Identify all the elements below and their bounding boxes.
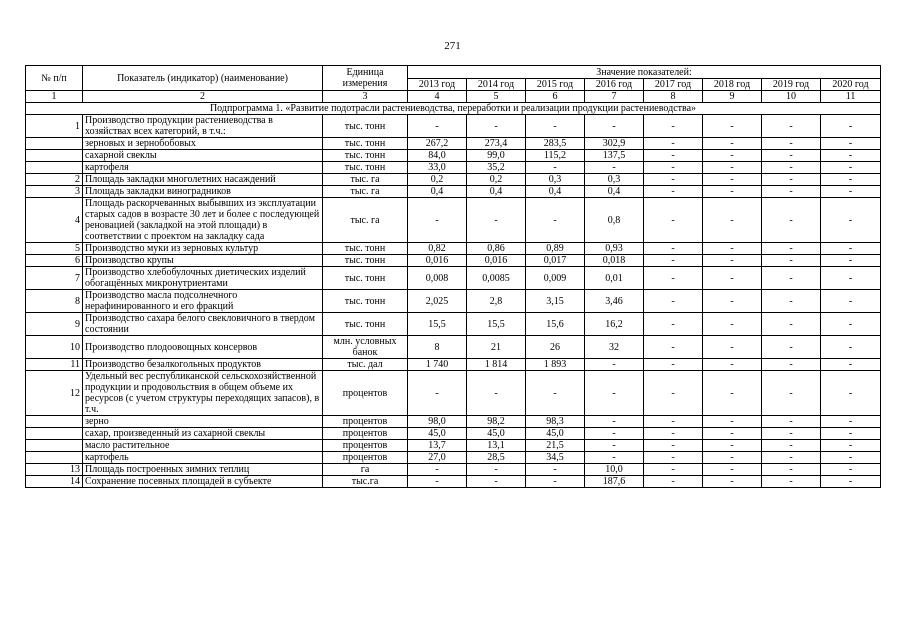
value-cell: 0,4	[526, 186, 585, 198]
value-cell: -	[408, 476, 467, 488]
table-row	[26, 440, 881, 452]
indicator-name: зерновых и зернобобовых	[83, 138, 323, 150]
value-cell: -	[821, 243, 881, 255]
value-cell: -	[644, 150, 703, 162]
table-row	[26, 267, 881, 290]
value-cell: -	[762, 186, 821, 198]
value-cell: -	[821, 336, 881, 359]
value-cell: 267,2	[408, 138, 467, 150]
value-cell: 2,025	[408, 290, 467, 313]
value-cell: -	[703, 267, 762, 290]
value-cell: -	[762, 452, 821, 464]
indicator-name: Производство безалкогольных продуктов	[83, 359, 323, 371]
value-cell: -	[644, 115, 703, 138]
value-cell: 10,0	[585, 464, 644, 476]
value-cell: -	[585, 359, 644, 371]
value-cell: -	[762, 359, 821, 371]
value-cell: -	[821, 452, 881, 464]
column-number: 1	[26, 91, 83, 103]
header-indicator: Показатель (индикатор) (наименование)	[83, 66, 323, 91]
row-number: 7	[26, 267, 83, 290]
header-year: 2019 год	[762, 79, 821, 91]
value-cell: 283,5	[526, 138, 585, 150]
value-cell: -	[585, 428, 644, 440]
header-column-numbers-row	[26, 91, 881, 103]
value-cell: -	[762, 255, 821, 267]
row-number: 12	[26, 371, 83, 416]
value-cell: 33,0	[408, 162, 467, 174]
value-cell: -	[821, 359, 881, 371]
unit-cell: процентов	[323, 428, 408, 440]
value-cell: 99,0	[467, 150, 526, 162]
indicator-name: Производство плодоовощных консервов	[83, 336, 323, 359]
row-number	[26, 416, 83, 428]
unit-cell: тыс. тонн	[323, 290, 408, 313]
value-cell: -	[762, 476, 821, 488]
value-cell: -	[762, 138, 821, 150]
row-number: 1	[26, 115, 83, 138]
value-cell: -	[821, 115, 881, 138]
value-cell: -	[821, 255, 881, 267]
value-cell: 98,3	[526, 416, 585, 428]
value-cell: 13,1	[467, 440, 526, 452]
indicator-name: Сохранение посевных площадей в субъекте	[83, 476, 323, 488]
table-row	[26, 428, 881, 440]
column-number: 8	[644, 91, 703, 103]
value-cell: -	[408, 464, 467, 476]
column-number: 10	[762, 91, 821, 103]
value-cell: -	[703, 115, 762, 138]
value-cell: -	[703, 138, 762, 150]
row-number: 5	[26, 243, 83, 255]
table-row	[26, 243, 881, 255]
value-cell: -	[762, 115, 821, 138]
value-cell: -	[703, 464, 762, 476]
unit-cell: тыс. тонн	[323, 255, 408, 267]
row-number	[26, 162, 83, 174]
value-cell: -	[821, 138, 881, 150]
value-cell: -	[762, 162, 821, 174]
unit-cell: тыс. тонн	[323, 138, 408, 150]
indicator-name: зерно	[83, 416, 323, 428]
value-cell: -	[762, 440, 821, 452]
value-cell: -	[821, 174, 881, 186]
value-cell: 45,0	[408, 428, 467, 440]
value-cell: 45,0	[526, 428, 585, 440]
value-cell: 0,4	[585, 186, 644, 198]
column-number: 4	[408, 91, 467, 103]
unit-cell: процентов	[323, 371, 408, 416]
value-cell: 98,2	[467, 416, 526, 428]
value-cell: -	[703, 371, 762, 416]
value-cell: 0,017	[526, 255, 585, 267]
value-cell: -	[644, 174, 703, 186]
indicator-name: Площадь построенных зимних теплиц	[83, 464, 323, 476]
value-cell: -	[762, 267, 821, 290]
value-cell: -	[821, 267, 881, 290]
value-cell: -	[585, 416, 644, 428]
unit-cell: тыс.га	[323, 476, 408, 488]
value-cell: -	[821, 476, 881, 488]
value-cell: -	[821, 416, 881, 428]
value-cell: 32	[585, 336, 644, 359]
unit-cell: процентов	[323, 416, 408, 428]
value-cell: -	[703, 476, 762, 488]
value-cell: 13,7	[408, 440, 467, 452]
value-cell: -	[821, 186, 881, 198]
column-number: 9	[703, 91, 762, 103]
unit-cell: млн. условных банок	[323, 336, 408, 359]
row-number: 6	[26, 255, 83, 267]
table-row	[26, 336, 881, 359]
unit-cell: процентов	[323, 440, 408, 452]
header-year: 2016 год	[585, 79, 644, 91]
value-cell: 3,15	[526, 290, 585, 313]
indicator-name: сахар, произведенный из сахарной свеклы	[83, 428, 323, 440]
value-cell: -	[526, 115, 585, 138]
table-row	[26, 162, 881, 174]
header-year: 2018 год	[703, 79, 762, 91]
value-cell: -	[762, 464, 821, 476]
value-cell: -	[526, 476, 585, 488]
indicator-name: Производство продукции растениеводства в хозяйствах всех категорий, в т.ч.:	[83, 115, 323, 138]
value-cell: 1 893	[526, 359, 585, 371]
header-year: 2017 год	[644, 79, 703, 91]
value-cell: 273,4	[467, 138, 526, 150]
value-cell: -	[821, 198, 881, 243]
value-cell: -	[644, 359, 703, 371]
table-row	[26, 371, 881, 416]
value-cell: 0,3	[585, 174, 644, 186]
value-cell: -	[644, 267, 703, 290]
table-row	[26, 186, 881, 198]
value-cell: 0,01	[585, 267, 644, 290]
unit-cell: тыс. тонн	[323, 267, 408, 290]
row-number	[26, 428, 83, 440]
unit-cell: тыс. тонн	[323, 115, 408, 138]
value-cell: -	[408, 115, 467, 138]
value-cell: -	[762, 371, 821, 416]
value-cell: 84,0	[408, 150, 467, 162]
value-cell: -	[703, 243, 762, 255]
value-cell: 0,0085	[467, 267, 526, 290]
header-year: 2014 год	[467, 79, 526, 91]
value-cell: -	[644, 452, 703, 464]
indicator-name: Площадь закладки многолетних насаждений	[83, 174, 323, 186]
indicator-name: Производство хлебобулочных диетических изделий обогащённых микронутриентами	[83, 267, 323, 290]
indicator-name: картофеля	[83, 162, 323, 174]
value-cell: -	[821, 440, 881, 452]
table-row	[26, 115, 881, 138]
value-cell: -	[644, 371, 703, 416]
value-cell: -	[467, 371, 526, 416]
column-number: 2	[83, 91, 323, 103]
value-cell: -	[703, 150, 762, 162]
row-number: 8	[26, 290, 83, 313]
table-row	[26, 416, 881, 428]
row-number	[26, 150, 83, 162]
value-cell: 27,0	[408, 452, 467, 464]
row-number	[26, 138, 83, 150]
header-year: 2015 год	[526, 79, 585, 91]
indicator-name: масло растительное	[83, 440, 323, 452]
table-row	[26, 150, 881, 162]
value-cell: -	[644, 440, 703, 452]
value-cell: 0,93	[585, 243, 644, 255]
row-number	[26, 440, 83, 452]
value-cell: 1 814	[467, 359, 526, 371]
value-cell: -	[644, 243, 703, 255]
value-cell: -	[703, 440, 762, 452]
value-cell: -	[762, 416, 821, 428]
value-cell: 21,5	[526, 440, 585, 452]
value-cell: -	[703, 428, 762, 440]
value-cell: -	[762, 198, 821, 243]
value-cell: -	[703, 186, 762, 198]
value-cell: -	[821, 371, 881, 416]
table-row	[26, 359, 881, 371]
indicators-table	[25, 65, 881, 488]
indicator-name: Производство масла подсолнечного нерафинированного и его фракций	[83, 290, 323, 313]
subprogram-title: Подпрограмма 1. «Развитие подотрасли растениеводства, переработки и реализации продукции растениеводства»	[26, 103, 881, 115]
value-cell: -	[762, 313, 821, 336]
table-row	[26, 464, 881, 476]
table-row	[26, 313, 881, 336]
unit-cell: тыс. тонн	[323, 243, 408, 255]
indicator-name: Площадь закладки виноградников	[83, 186, 323, 198]
value-cell: -	[703, 452, 762, 464]
value-cell: -	[821, 150, 881, 162]
value-cell: -	[644, 162, 703, 174]
value-cell: 45,0	[467, 428, 526, 440]
value-cell: -	[762, 243, 821, 255]
value-cell: 2,8	[467, 290, 526, 313]
value-cell: -	[703, 255, 762, 267]
value-cell: 15,5	[408, 313, 467, 336]
value-cell: -	[644, 416, 703, 428]
value-cell: -	[585, 115, 644, 138]
indicator-name: Производство муки из зерновых культур	[83, 243, 323, 255]
value-cell: -	[467, 198, 526, 243]
value-cell: 187,6	[585, 476, 644, 488]
value-cell: -	[703, 359, 762, 371]
value-cell: -	[644, 464, 703, 476]
value-cell: -	[644, 138, 703, 150]
value-cell: -	[526, 162, 585, 174]
value-cell: 0,018	[585, 255, 644, 267]
indicator-name: сахарной свеклы	[83, 150, 323, 162]
value-cell: 21	[467, 336, 526, 359]
row-number: 2	[26, 174, 83, 186]
value-cell: 0,82	[408, 243, 467, 255]
value-cell: 0,016	[408, 255, 467, 267]
value-cell: -	[467, 115, 526, 138]
value-cell: -	[585, 371, 644, 416]
value-cell: -	[762, 336, 821, 359]
indicator-name: картофель	[83, 452, 323, 464]
table-row	[26, 255, 881, 267]
unit-cell: тыс. га	[323, 186, 408, 198]
value-cell: -	[644, 290, 703, 313]
column-number: 11	[821, 91, 881, 103]
value-cell: -	[526, 371, 585, 416]
value-cell: 34,5	[526, 452, 585, 464]
column-number: 7	[585, 91, 644, 103]
column-number: 3	[323, 91, 408, 103]
unit-cell: тыс. тонн	[323, 313, 408, 336]
value-cell: -	[703, 336, 762, 359]
row-number: 10	[26, 336, 83, 359]
value-cell: 8	[408, 336, 467, 359]
value-cell: 98,0	[408, 416, 467, 428]
row-number: 4	[26, 198, 83, 243]
value-cell: -	[408, 198, 467, 243]
row-number: 14	[26, 476, 83, 488]
header-year: 2013 год	[408, 79, 467, 91]
column-number: 5	[467, 91, 526, 103]
value-cell: -	[821, 464, 881, 476]
value-cell: -	[585, 452, 644, 464]
value-cell: -	[703, 162, 762, 174]
value-cell: 0,86	[467, 243, 526, 255]
value-cell: -	[467, 464, 526, 476]
value-cell: -	[644, 186, 703, 198]
table-row	[26, 290, 881, 313]
page-number: 271	[444, 40, 461, 52]
indicator-name: Производство крупы	[83, 255, 323, 267]
table-row	[26, 198, 881, 243]
value-cell: -	[585, 440, 644, 452]
value-cell: 115,2	[526, 150, 585, 162]
table-row	[26, 174, 881, 186]
value-cell: 0,009	[526, 267, 585, 290]
header-unit: Единица измерения	[323, 66, 408, 91]
value-cell: -	[821, 162, 881, 174]
row-number: 9	[26, 313, 83, 336]
table-row	[26, 138, 881, 150]
row-number: 13	[26, 464, 83, 476]
header-num: № п/п	[26, 66, 83, 91]
indicator-name: Удельный вес республиканской сельскохозяйственной продукции и продовольствия в общем объеме их ресурсов (с учетом структуры переходящих запасов), в т.ч.	[83, 371, 323, 416]
indicator-name: Площадь раскорчеванных выбывших из эксплуатации старых садов в возрасте 30 лет и более с последующей реновацией (закладкой на этой площади) в соответствии с проектом на закладку сада	[83, 198, 323, 243]
value-cell: 16,2	[585, 313, 644, 336]
table-row	[26, 476, 881, 488]
value-cell: 0,008	[408, 267, 467, 290]
row-number: 3	[26, 186, 83, 198]
table-row	[26, 452, 881, 464]
value-cell: -	[467, 476, 526, 488]
value-cell: 15,5	[467, 313, 526, 336]
value-cell: -	[703, 174, 762, 186]
value-cell: -	[644, 428, 703, 440]
value-cell: 0,8	[585, 198, 644, 243]
value-cell: -	[762, 290, 821, 313]
value-cell: -	[644, 255, 703, 267]
value-cell: 0,2	[408, 174, 467, 186]
unit-cell: тыс. дал	[323, 359, 408, 371]
value-cell: 302,9	[585, 138, 644, 150]
unit-cell: га	[323, 464, 408, 476]
value-cell: -	[644, 313, 703, 336]
value-cell: 0,3	[526, 174, 585, 186]
value-cell: 1 740	[408, 359, 467, 371]
value-cell: 0,4	[467, 186, 526, 198]
value-cell: -	[703, 198, 762, 243]
value-cell: -	[585, 162, 644, 174]
value-cell: -	[821, 313, 881, 336]
row-number	[26, 452, 83, 464]
unit-cell: тыс. тонн	[323, 162, 408, 174]
value-cell: -	[762, 174, 821, 186]
value-cell: -	[644, 476, 703, 488]
header-year: 2020 год	[821, 79, 881, 91]
value-cell: -	[526, 464, 585, 476]
row-number: 11	[26, 359, 83, 371]
value-cell: -	[526, 198, 585, 243]
value-cell: -	[821, 428, 881, 440]
value-cell: -	[408, 371, 467, 416]
value-cell: 28,5	[467, 452, 526, 464]
value-cell: -	[703, 313, 762, 336]
value-cell: 15,6	[526, 313, 585, 336]
value-cell: -	[703, 290, 762, 313]
value-cell: 0,4	[408, 186, 467, 198]
value-cell: 0,016	[467, 255, 526, 267]
value-cell: 0,2	[467, 174, 526, 186]
value-cell: -	[762, 428, 821, 440]
value-cell: -	[821, 290, 881, 313]
value-cell: 0,89	[526, 243, 585, 255]
indicator-name: Производство сахара белого свекловичного в твердом состоянии	[83, 313, 323, 336]
unit-cell: тыс. га	[323, 198, 408, 243]
header-values: Значение показателей:	[408, 66, 881, 79]
value-cell: -	[644, 336, 703, 359]
value-cell: 35,2	[467, 162, 526, 174]
unit-cell: процентов	[323, 452, 408, 464]
value-cell: -	[762, 150, 821, 162]
value-cell: 3,46	[585, 290, 644, 313]
unit-cell: тыс. тонн	[323, 150, 408, 162]
unit-cell: тыс. га	[323, 174, 408, 186]
value-cell: -	[703, 416, 762, 428]
column-number: 6	[526, 91, 585, 103]
value-cell: 26	[526, 336, 585, 359]
value-cell: -	[644, 198, 703, 243]
value-cell: 137,5	[585, 150, 644, 162]
